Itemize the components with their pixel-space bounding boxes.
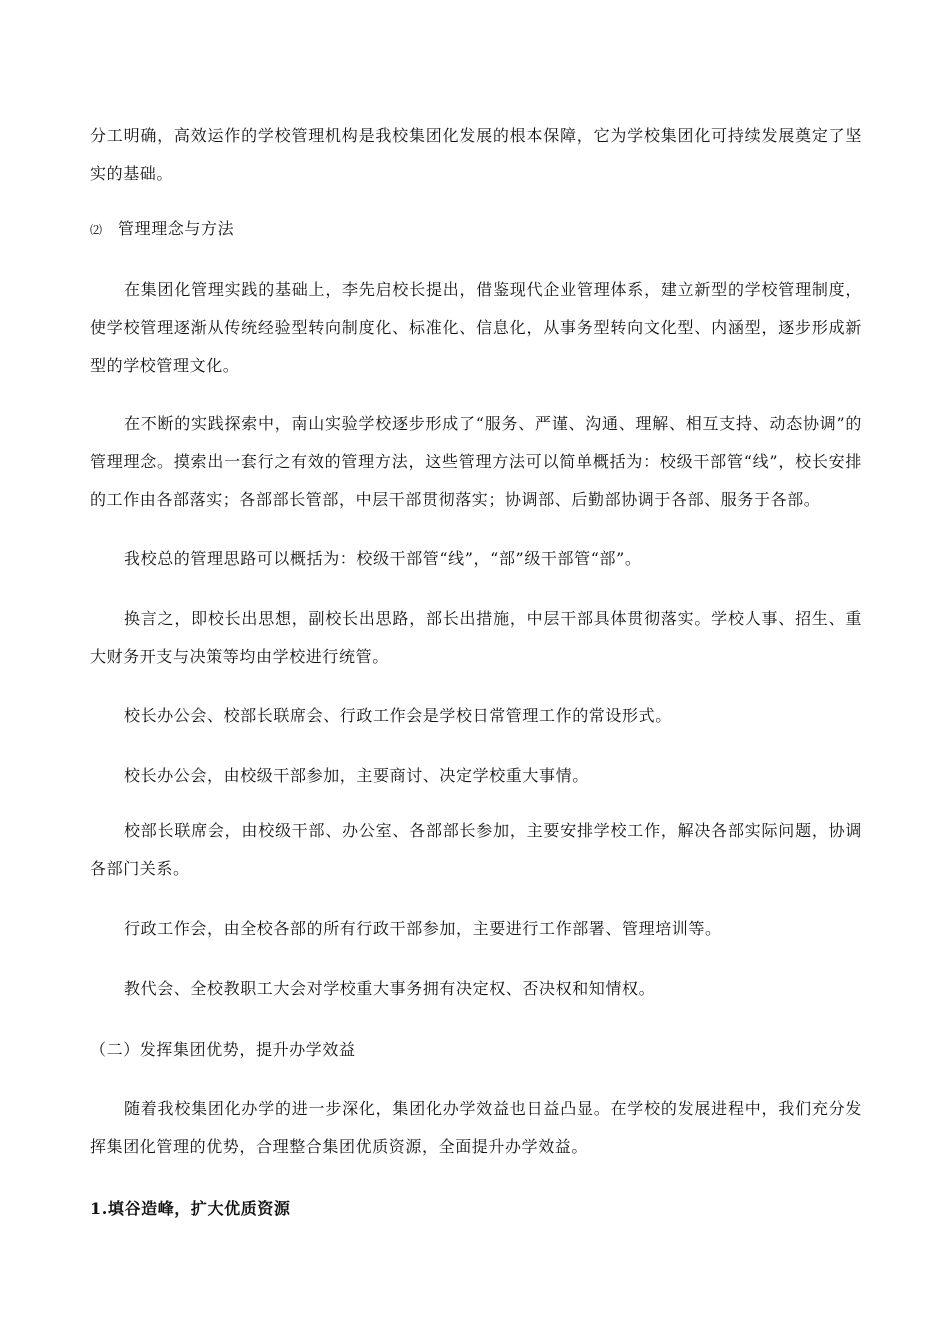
paragraph-group-benefits: 随着我校集团化办学的进一步深化，集团化办学效益也日益凸显。在学校的发展进程中，我们充分发挥集团化管理的优势，合理整合集团优质资源，全面提升办学效益。 bbox=[90, 1099, 862, 1156]
paragraph-admin-meeting: 行政工作会，由全校各部的所有行政干部参加，主要进行工作部署、管理培训等。 bbox=[124, 919, 722, 938]
section-heading-group-advantage: （二）发挥集团优势，提升办学效益 bbox=[90, 1040, 356, 1059]
paragraph-in-other-words: 换言之，即校长出思想，副校长出思路，部长出措施，中层干部具体贯彻落实。学校人事、招生、重大财务开支与决策等均由学校进行统管。 bbox=[90, 609, 862, 666]
subsection-heading-expand-resources: 1.填谷造峰，扩大优质资源 bbox=[90, 1199, 291, 1218]
paragraph-intro: 分工明确，高效运作的学校管理机构是我校集团化发展的根本保障，它为学校集团化可持续发展奠定了坚实的基础。 bbox=[90, 126, 862, 183]
paragraph-meeting-forms: 校长办公会、校部长联席会、行政工作会是学校日常管理工作的常设形式。 bbox=[124, 706, 672, 725]
heading-text: 管理理念与方法 bbox=[118, 219, 235, 238]
heading-number: ⑵ bbox=[90, 223, 103, 237]
paragraph-staff-congress: 教代会、全校教职工大会对学校重大事务拥有决定权、否决权和知情权。 bbox=[124, 979, 656, 998]
section-heading-management-concept bbox=[90, 210, 862, 249]
paragraph-principal-meeting: 校长办公会，由校级干部参加，主要商讨、决定学校重大事情。 bbox=[124, 766, 589, 785]
paragraph-joint-meeting: 校部长联席会，由校级干部、办公室、各部部长参加，主要安排学校工作，解决各部实际问题，协调各部门关系。 bbox=[90, 821, 862, 878]
paragraph-management-system: 在集团化管理实践的基础上，李先启校长提出，借鉴现代企业管理体系，建立新型的学校管理制度，使学校管理逐渐从传统经验型转向制度化、标准化、信息化，从事务型转向文化型、内涵型，逐步形成新型的学校管理文化。 bbox=[90, 280, 862, 375]
paragraph-management-approach: 我校总的管理思路可以概括为：校级干部管“线”，“部”级干部管“部”。 bbox=[124, 549, 642, 568]
paragraph-management-philosophy: 在不断的实践探索中，南山实验学校逐步形成了“服务、严谨、沟通、理解、相互支持、动态协调”的管理理念。摸索出一套行之有效的管理方法，这些管理方法可以简单概括为：校级干部管“线”，校长安排的工作由各部落实；各部部长管部，中层干部贯彻落实；协调部、后勤部协调于各部、服务于各部。 bbox=[90, 414, 862, 509]
